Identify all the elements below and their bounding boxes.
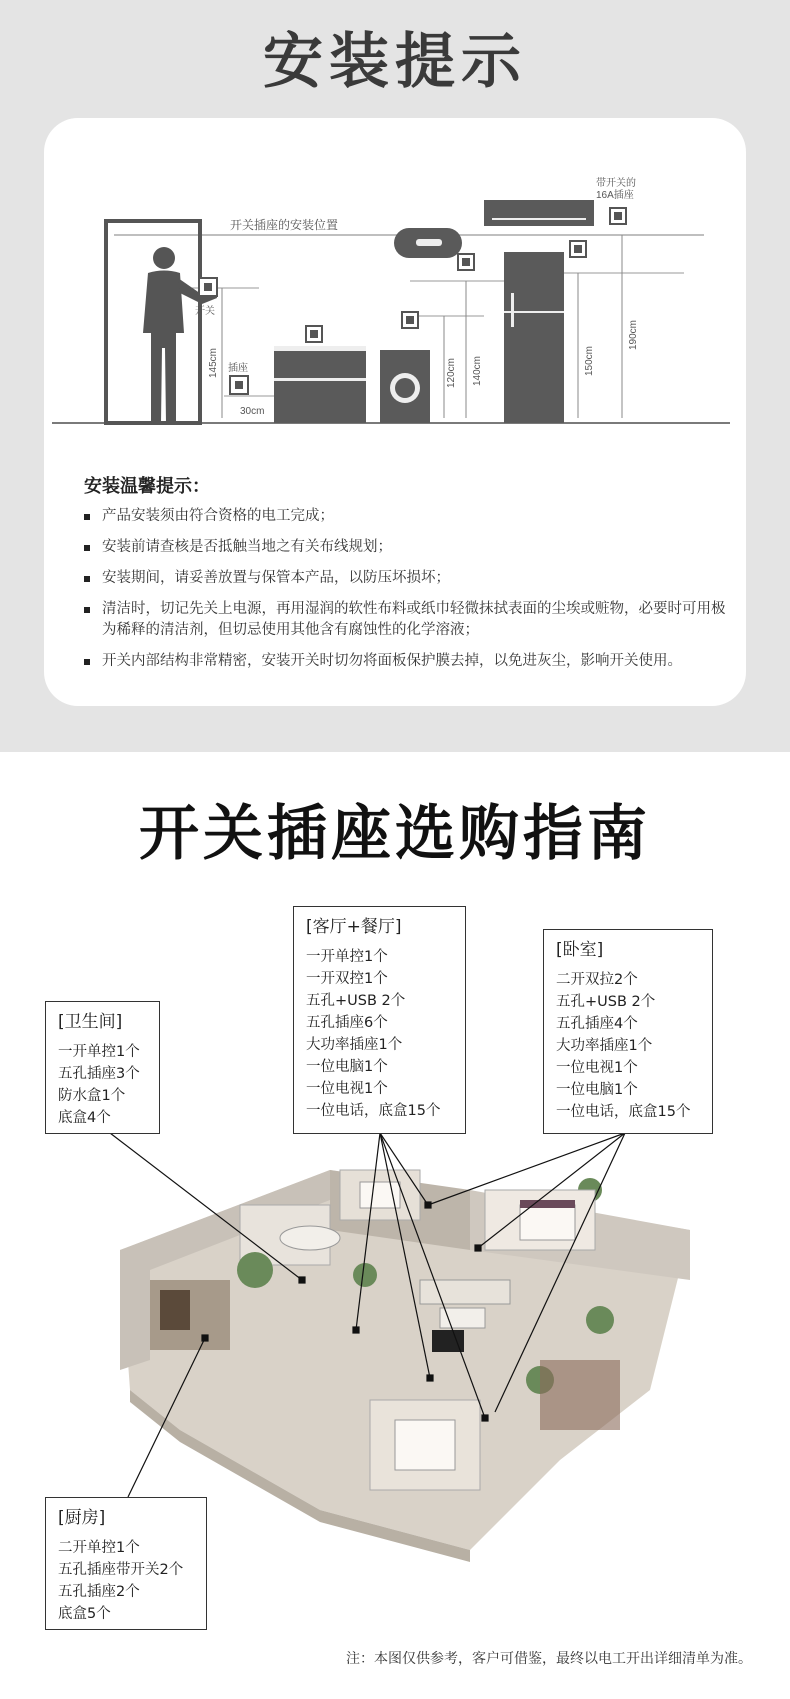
room-item: 一位电话，底盒15个 bbox=[306, 1103, 441, 1119]
person-silhouette bbox=[143, 247, 217, 423]
room-item: 一开双控1个 bbox=[306, 971, 388, 987]
tip-item: 产品安装须由符合资格的电工完成； bbox=[82, 506, 732, 527]
tip-item: 安装前请查核是否抵触当地之有关布线规划； bbox=[82, 537, 732, 558]
room-box-bedroom bbox=[543, 929, 713, 1134]
room-item: 一位电视1个 bbox=[556, 1060, 638, 1076]
room-item: 五孔插座4个 bbox=[556, 1016, 638, 1032]
tips-title: 安装温馨提示： bbox=[84, 476, 210, 497]
tip-item: 清洁时，切记先关上电源，再用湿润的软性布料或纸巾轻微抹拭表面的尘埃或赃物，必要时可用极为稀释的清洁剂，但切忌使用其他含有腐蚀性的化学溶液； bbox=[82, 599, 732, 641]
switch-label: 开关 bbox=[195, 306, 215, 317]
room-item: 五孔插座6个 bbox=[306, 1015, 388, 1031]
socket-label: 插座 bbox=[228, 363, 248, 374]
install-section bbox=[0, 0, 790, 752]
tips-list bbox=[82, 506, 732, 682]
room-box-bathroom bbox=[45, 1001, 160, 1134]
dim-145: 145cm bbox=[208, 347, 219, 378]
room-item: 底盒4个 bbox=[58, 1110, 111, 1126]
room-box-kitchen bbox=[45, 1497, 207, 1630]
install-card bbox=[44, 118, 746, 706]
install-title: 安装提示 bbox=[263, 27, 527, 97]
room-item: 五孔插座带开关2个 bbox=[58, 1562, 184, 1578]
tip-item: 开关内部结构非常精密，安装开关时切勿将面板保护膜去掉，以免进灰尘，影响开关使用。 bbox=[82, 651, 732, 672]
room-item: 大功率插座1个 bbox=[556, 1038, 653, 1054]
room-item: 一位电视1个 bbox=[306, 1081, 388, 1097]
room-item: 二开单控1个 bbox=[58, 1540, 140, 1556]
room-item: 二开双拉2个 bbox=[556, 972, 638, 988]
air-conditioner bbox=[484, 200, 594, 226]
tv bbox=[432, 1330, 464, 1352]
refrigerator bbox=[504, 252, 564, 423]
guide-title: 开关插座选购指南 bbox=[139, 799, 651, 869]
balcony bbox=[540, 1360, 620, 1430]
room-item: 底盒5个 bbox=[58, 1606, 111, 1622]
install-position-label: 开关插座的安装位置 bbox=[230, 218, 339, 232]
ac-socket-label-2: 16A插座 bbox=[596, 190, 634, 201]
room-item: 五孔插座3个 bbox=[58, 1066, 140, 1082]
dim-140: 140cm bbox=[472, 355, 483, 386]
room-item: 五孔插座2个 bbox=[58, 1584, 140, 1600]
tip-item: 安装期间，请妥善放置与保管本产品，以防压坏损坏； bbox=[82, 568, 732, 589]
room-item: 一开单控1个 bbox=[58, 1044, 140, 1060]
room-item: 五孔+USB 2个 bbox=[556, 994, 656, 1010]
sofa bbox=[420, 1280, 510, 1304]
dim-150: 150cm bbox=[584, 345, 595, 376]
dim-120: 120cm bbox=[446, 357, 457, 388]
room-name: [卫生间] bbox=[58, 1012, 123, 1032]
room-name: [厨房] bbox=[58, 1508, 106, 1528]
room-item: 防水盒1个 bbox=[58, 1088, 126, 1104]
room-box-living-dining bbox=[293, 906, 466, 1134]
room-item: 一位电脑1个 bbox=[556, 1082, 638, 1098]
plant-icon bbox=[237, 1252, 273, 1288]
ac-socket-label-1: 带开关的 bbox=[596, 178, 636, 189]
cabinet bbox=[274, 346, 366, 423]
room-item: 五孔+USB 2个 bbox=[306, 993, 406, 1009]
dim-30: 30cm bbox=[240, 406, 265, 417]
room-item: 一位电脑1个 bbox=[306, 1059, 388, 1075]
room-item: 大功率插座1个 bbox=[306, 1037, 403, 1053]
disclaimer-note: 注：本图仅供参考，客户可借鉴，最终以电工开出详细清单为准。 bbox=[346, 1651, 752, 1667]
room-item: 一开单控1个 bbox=[306, 949, 388, 965]
room-name: [客厅+餐厅] bbox=[306, 917, 402, 937]
room-item: 一位电话，底盒15个 bbox=[556, 1104, 691, 1120]
dining-table bbox=[280, 1226, 340, 1250]
dim-190: 190cm bbox=[628, 319, 639, 350]
installation-diagram bbox=[44, 118, 746, 448]
room-name: [卧室] bbox=[556, 940, 604, 960]
